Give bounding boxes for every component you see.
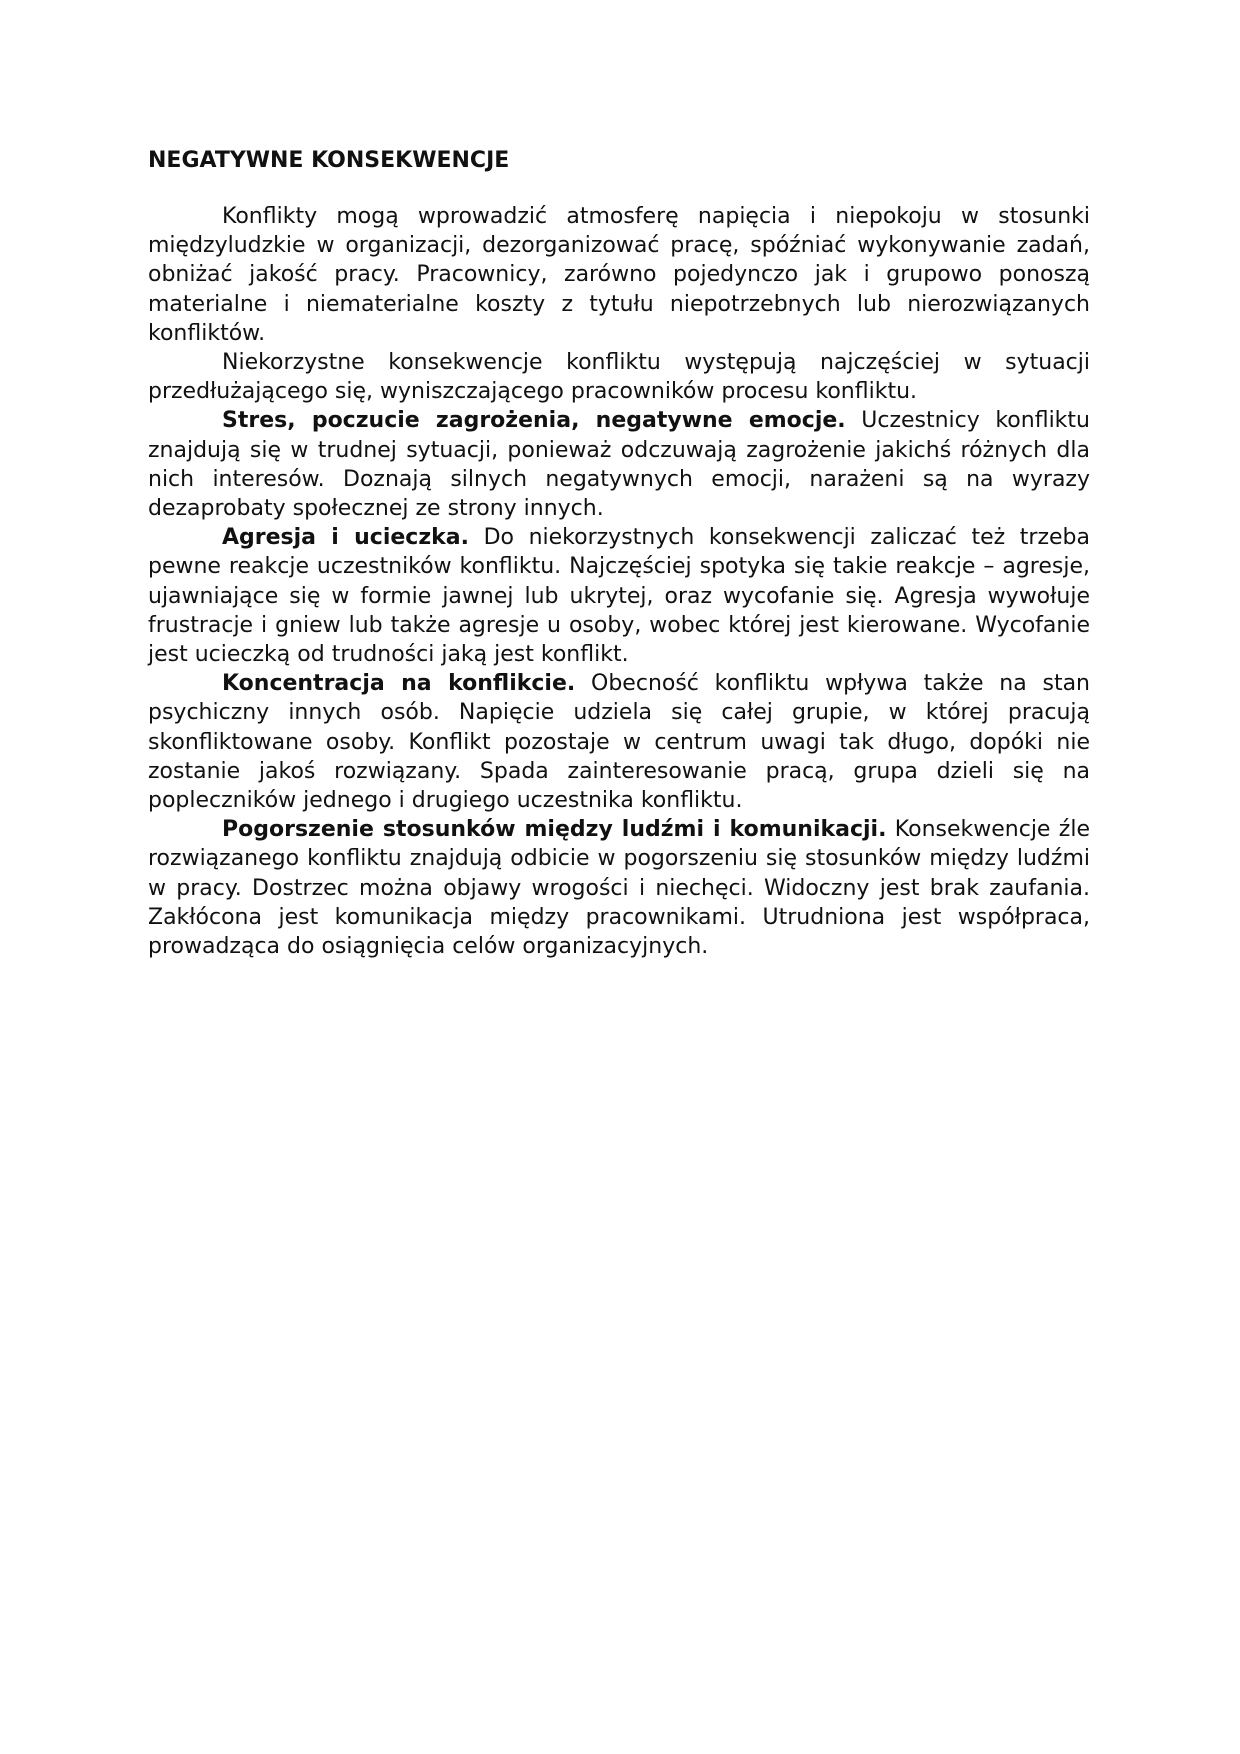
paragraph-lead: Agresja i ucieczka. xyxy=(222,525,469,551)
paragraph-concentration xyxy=(148,669,1090,815)
paragraph-lead: Koncentracja na konflikcie. xyxy=(222,671,576,697)
document-title: NEGATYWNE KONSEKWENCJE xyxy=(148,148,510,173)
paragraph-lead: Pogorszenie stosunków między ludźmi i komunikacji. xyxy=(222,817,887,843)
paragraph-text: Obecność konfliktu wpływa także na stan psychiczny innych osób. Napięcie udziela się całej grupie, w której pracują skonfliktowane osoby. Konflikt pozostaje w centrum uwagi tak długo, dopóki nie zostanie jakoś rozwiązany. Spada zainteresowanie pracą, grupa dzieli się na popleczników jednego i drugiego uczestnika konfliktu. xyxy=(148,671,1090,814)
paragraph-text: Niekorzystne konsekwencje konfliktu występują najczęściej w sytuacji przedłużającego się, wyniszczającego pracowników procesu konfliktu. xyxy=(148,350,1090,405)
paragraph-relations xyxy=(148,815,1090,961)
paragraph-stress xyxy=(148,406,1090,523)
paragraph-text: Konflikty mogą wprowadzić atmosferę napięcia i niepokoju w stosunki międzyludzkie w organizacji, dezorganizować pracę, spóźniać wykonywanie zadań, obniżać jakość pracy. Pracownicy, zarówno pojedynczo jak i grupowo ponoszą materialne i niematerialne koszty z tytułu niepotrzebnych lub nierozwiązanych konfliktów. xyxy=(148,204,1090,346)
paragraph-consequences xyxy=(148,348,1090,406)
paragraph-text: Do niekorzystnych konsekwencji zaliczać też trzeba pewne reakcje uczestników konfliktu. Najczęściej spotyka się takie reakcje – agresje, ujawniające się w formie jawnej lub ukrytej, oraz wycofanie się. Agresja wywołuje frustracje i gniew lub także agresje u osoby, wobec której jest kierowane. Wycofanie jest ucieczką od trudności jaką jest konflikt. xyxy=(148,525,1091,668)
document-page xyxy=(148,146,1090,961)
paragraph-text: Uczestnicy konfliktu znajdują się w trudnej sytuacji, ponieważ odczuwają zagrożenie jakichś różnych dla nich interesów. Doznają silnych negatywnych emocji, narażeni są na wyrazy dezaprobaty społecznej ze strony innych. xyxy=(148,408,1090,522)
paragraph-intro xyxy=(148,202,1090,348)
paragraph-text: Konsekwencje źle rozwiązanego konfliktu znajdują odbicie w pogorszeniu się stosunków między ludźmi w pracy. Dostrzec można objawy wrogości i niechęci. Widoczny jest brak zaufania. Zakłócona jest komunikacja między pracownikami. Utrudniona jest współpraca, prowadząca do osiągnięcia celów organizacyjnych. xyxy=(148,817,1090,960)
paragraph-lead: Stres, poczucie zagrożenia, negatywne emocje. xyxy=(222,408,846,434)
paragraph-aggression xyxy=(148,523,1090,669)
